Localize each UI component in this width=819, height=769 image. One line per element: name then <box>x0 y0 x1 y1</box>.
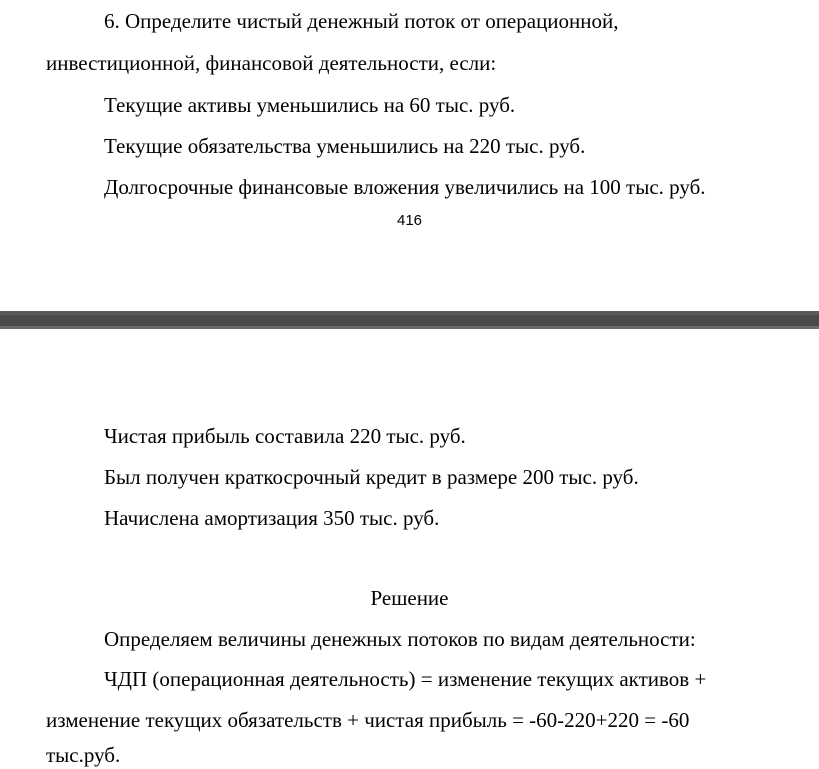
document-page-top <box>0 0 819 311</box>
condition-short-term-loan: Был получен краткосрочный кредит в размере 200 тыс. руб. <box>104 465 639 489</box>
condition-current-assets: Текущие активы уменьшились на 60 тыс. руб. <box>104 93 516 117</box>
solution-heading: Решение <box>370 586 449 610</box>
solution-formula-line-1: ЧДП (операционная деятельность) = изменение текущих активов + <box>104 667 707 691</box>
condition-net-profit: Чистая прибыль составила 220 тыс. руб. <box>104 424 466 448</box>
page-number: 416 <box>396 212 423 229</box>
condition-current-liabilities: Текущие обязательства уменьшились на 220 тыс. руб. <box>104 134 586 158</box>
condition-long-term-investments: Долгосрочные финансовые вложения увеличились на 100 тыс. руб. <box>104 175 706 199</box>
solution-intro: Определяем величины денежных потоков по видам деятельности: <box>104 627 696 651</box>
condition-depreciation: Начислена амортизация 350 тыс. руб. <box>104 506 440 530</box>
task-title-line: 6. Определите чистый денежный поток от операционной, <box>104 9 619 33</box>
solution-formula-line-2: изменение текущих обязательств + чистая прибыль = -60-220+220 = -60 <box>46 708 690 732</box>
solution-formula-line-3: тыс.руб. <box>46 743 121 767</box>
document-page-bottom <box>0 329 819 769</box>
task-title-continuation: инвестиционной, финансовой деятельности, если: <box>46 51 497 75</box>
page-separator <box>0 311 819 329</box>
